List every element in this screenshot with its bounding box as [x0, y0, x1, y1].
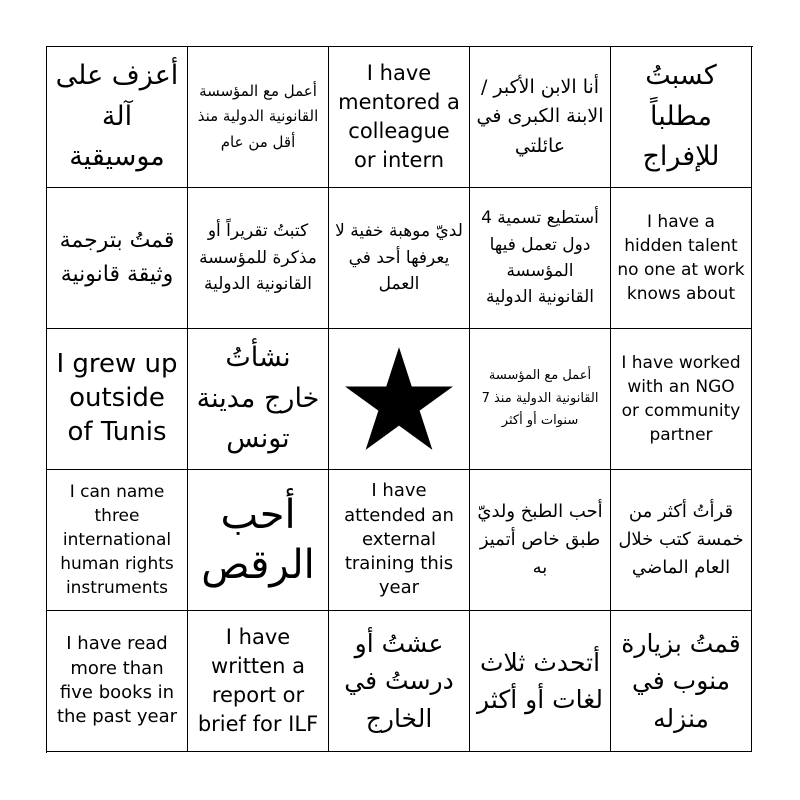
- bingo-cell[interactable]: [470, 329, 611, 470]
- cell-text: I grew up outside of Tunis: [56, 349, 178, 447]
- bingo-cell[interactable]: [188, 470, 329, 611]
- cell-text: قمتُ بترجمة وثيقة قانونية: [59, 227, 175, 287]
- cell-text: أحب الطبخ ولديّ طبق خاص أتميز به: [477, 501, 603, 578]
- bingo-cell[interactable]: [329, 188, 470, 329]
- bingo-cell[interactable]: [47, 329, 188, 470]
- bingo-cell[interactable]: [611, 329, 752, 470]
- cell-text: I have written a report or brief for ILF: [197, 625, 319, 736]
- cell-text: I have worked with an NGO or community partner: [621, 352, 741, 446]
- bingo-cell[interactable]: [188, 329, 329, 470]
- cell-text: قرأتُ أكثر من خمسة كتب خلال العام الماضي: [618, 501, 744, 578]
- cell-text: أستطيع تسمية 4 دول تعمل فيها المؤسسة القانونية الدولية: [481, 208, 599, 308]
- bingo-cell[interactable]: [470, 188, 611, 329]
- cell-text: أعمل مع المؤسسة القانونية الدولية منذ أقل من عام: [197, 81, 319, 151]
- bingo-cell[interactable]: [188, 611, 329, 752]
- cell-text: كسبتُ مطلباً للإفراج: [642, 60, 720, 173]
- cell-text: I have read more than five books in the past year: [56, 633, 178, 728]
- bingo-board: [46, 46, 753, 753]
- cell-text: لديّ موهبة خفية لا يعرفها أحد في العمل: [335, 221, 463, 295]
- star-icon: [345, 347, 453, 451]
- bingo-cell[interactable]: [188, 47, 329, 188]
- star-shape: [345, 347, 453, 450]
- bingo-cell[interactable]: [329, 47, 470, 188]
- bingo-cell[interactable]: [47, 47, 188, 188]
- bingo-cell[interactable]: [47, 611, 188, 752]
- bingo-cell[interactable]: [470, 611, 611, 752]
- cell-text: I have mentored a colleague or intern: [338, 61, 460, 172]
- bingo-cell[interactable]: [329, 611, 470, 752]
- bingo-cell[interactable]: [470, 47, 611, 188]
- cell-text: أنا الابن الأكبر / الابنة الكبرى في عائلتي: [476, 75, 604, 157]
- cell-text: أتحدث ثلاث لغات أو أكثر: [477, 647, 603, 714]
- cell-text: I can name three international human rights instruments: [60, 481, 174, 599]
- bingo-cell[interactable]: [611, 611, 752, 752]
- cell-text: أعمل مع المؤسسة القانونية الدولية منذ 7 سنوات أو أكثر: [481, 367, 599, 429]
- bingo-cell[interactable]: [470, 470, 611, 611]
- cell-text: أحب الرقص: [201, 492, 315, 588]
- bingo-cell[interactable]: [47, 470, 188, 611]
- bingo-cell[interactable]: [611, 188, 752, 329]
- bingo-cell[interactable]: [329, 470, 470, 611]
- bingo-cell[interactable]: [188, 188, 329, 329]
- bingo-cell[interactable]: [611, 470, 752, 611]
- cell-text: عشتُ أو درستُ في الخارج: [344, 628, 454, 733]
- cell-text: أعزف على آلة موسيقية: [55, 60, 179, 173]
- cell-text: I have a hidden talent no one at work knows about: [617, 211, 745, 305]
- cell-text: I have attended an external training this year: [344, 480, 454, 599]
- cell-text: كتبتُ تقريراً أو مذكرة للمؤسسة القانونية الدولية: [199, 221, 317, 295]
- free-space[interactable]: [329, 329, 470, 470]
- cell-text: نشأتُ خارج مدينة تونس: [196, 342, 320, 455]
- cell-text: قمتُ بزيارة منوب في منزله: [621, 628, 741, 733]
- bingo-cell[interactable]: [611, 47, 752, 188]
- bingo-cell[interactable]: [47, 188, 188, 329]
